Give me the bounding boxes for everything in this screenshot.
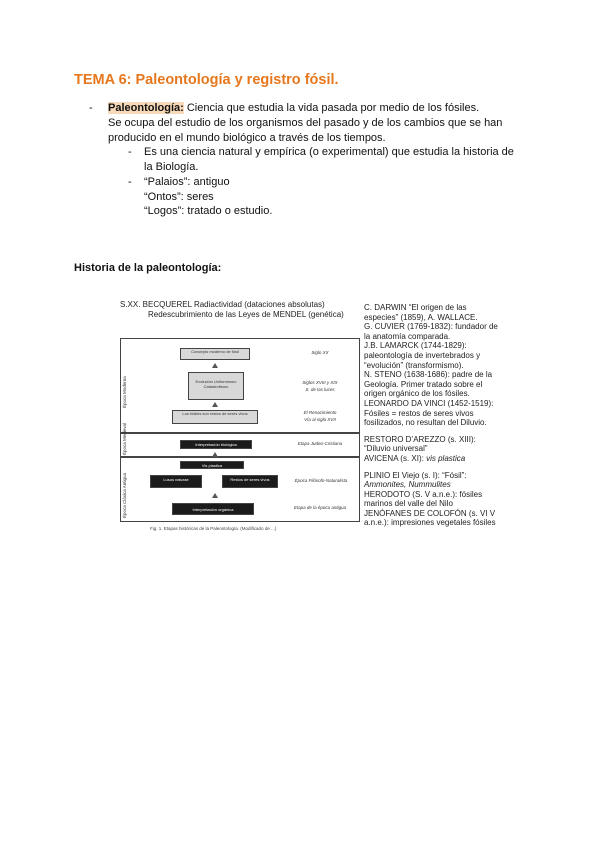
note-spacer [364,428,524,435]
side-label-modern: Época Moderna [122,376,127,408]
note-line: C. DARWIN “El origen de las [364,303,467,312]
note-spacer [364,464,524,471]
note-avicena: AVICENA (s. XI): [364,453,427,463]
note-line: paleontología de invertebrados y [364,350,481,360]
note-line: “Diluvio universal” [364,444,428,454]
era-renacimiento-b: Vía al siglo XVII [304,417,336,422]
sub-dash-1: - [128,146,132,158]
note-line: Fósiles = restos de seres vivos [364,408,474,418]
note-line [364,454,524,464]
definition-line [108,101,528,116]
era-luces: S. de las luces [305,387,335,392]
sub-item-1a: Es una ciencia natural y empírica (o experimental) que estudia la historia de [144,146,514,158]
note-line: J.B. LAMARCK (1744-1829): [364,341,467,351]
figure-top-line-2: Redescubrimiento de las Leyes de MENDEL (genética) [148,310,344,319]
sub-item-1b: la Biología. [144,161,199,173]
side-label-medieval: Época Medieval [122,422,127,455]
note-line: a.n.e.): impresiones vegetales fósiles [364,518,496,528]
box-interpretacion-organica: Interpretación orgánica [172,503,254,515]
box-interpretacion-biologica: Interpretación biológica [180,440,252,449]
box-evolucion: Evolución Uniformismo Catastrofismo [188,372,244,400]
note-line: “evolución” (transformismo). [364,360,464,370]
note-line: G. CUVIER (1769-1832): fundador de [364,322,498,332]
box-restos-seres-vivos: Restos de seres vivos [222,475,278,488]
intro-line-2: Se ocupa del estudio de los organismos del pasado y de los cambios que se han [108,117,503,129]
bullet-dash: - [89,102,93,114]
arrow-1 [212,363,218,368]
section-heading: Historia de la paleontología: [74,262,222,274]
note-line: Ammonites, Nummulites [364,480,451,490]
note-line: la anatomía comparada. [364,331,451,341]
era-renacimiento: El Renacimiento [303,410,337,415]
note-line: especies” (1859), A. WALLACE. [364,312,478,322]
sub-dash-2: - [128,176,132,188]
note-line: LEONARDO DA VINCI (1452-1519): [364,398,494,408]
note-line: origen orgánico de los fósiles. [364,389,470,399]
era-siglos-xviii-xix: Siglos XVIII y XIX [302,380,338,385]
arrow-2 [212,402,218,407]
notes-column [364,303,524,528]
intro-line-3: producido en el mundo biológico a través de los tiempos. [108,132,386,144]
note-line: Geología. Primer tratado sobre el [364,379,483,389]
definition-text: Ciencia que estudia la vida pasada por medio de los fósiles. [183,102,480,114]
note-line: fosilizados, no resultan del Diluvio. [364,418,487,428]
era-filosofo-naturalista: Época Filósofo-Naturalista [294,478,348,483]
sub-item-ontos: “Ontos”: seres [144,191,214,203]
term-paleontologia: Paleontología: [108,102,184,114]
box-vis-plastica: Vis plastica [180,461,244,469]
side-label-classical: Época Clásica Antigua [122,472,127,518]
sub-item-logos: “Logos”: tratado o estudio. [144,205,273,217]
figure-caption: Fig. 1. Etapas históricas de la Paleontología. (Modificado de ...) [150,526,277,531]
note-line: PLINIO El Viejo (s. I): “Fósil”: [364,470,467,480]
page-title: TEMA 6: Paleontología y registro fósil. [74,72,339,88]
era-judeo-cristiana: Etapa Judeo-Cristiana [297,441,343,446]
box-concepto-moderno: Concepto moderno de fósil [180,348,250,360]
era-siglo-xx: Siglo XX [311,350,329,355]
note-line: N. STENO (1638-1686): padre de la [364,370,493,380]
note-line: RESTORO D’AREZZO (s. XIII): [364,434,476,444]
box-restos-seres: Los fósiles son restos de seres vivos [172,410,258,424]
note-vis-plastica: vis plastica [426,453,466,463]
note-line: JENÓFANES DE COLOFÓN (s. VI V [364,508,496,518]
history-figure [120,300,360,538]
arrow-4 [212,493,218,498]
era-antigua: Etapa de la época antigua [293,505,347,510]
figure-top-line-1: S.XX. BECQUEREL Radiactividad (dataciones absolutas) [120,300,325,309]
note-line: marinos del valle del Nilo [364,499,453,509]
arrow-3 [212,452,218,457]
sub-item-palaios: “Palaios”: antiguo [144,176,230,188]
box-lusus-naturae: Lusus naturae [150,475,202,488]
note-line: HERODOTO (S. V a.n.e.): fósiles [364,489,483,499]
